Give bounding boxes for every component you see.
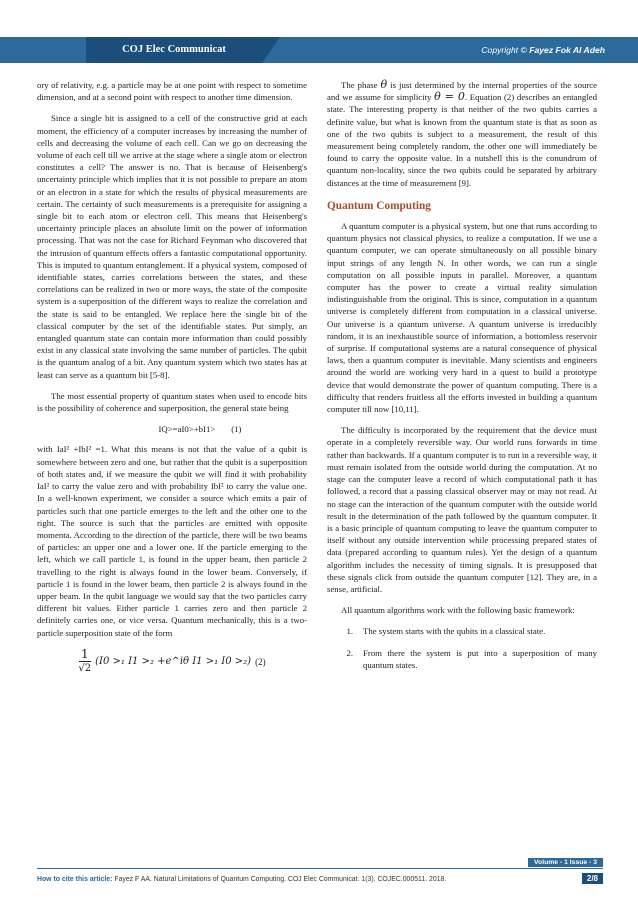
journal-name: COJ Elec Communicat [86, 37, 262, 63]
paragraph [327, 79, 597, 189]
section-heading: Quantum Computing [327, 199, 431, 212]
footer-divider [37, 868, 603, 869]
copyright-notice [481, 37, 605, 63]
paragraph-part: is just determined by the internal properties of the source and we assume for simplicity [327, 80, 598, 103]
equation-1 [37, 423, 307, 435]
list-item [327, 625, 597, 637]
paragraph: The difficulty is incorporated by the requirement that the device must operate in a completely reversible way. Our world runs forwards in time rather than backwards. If a quantum computer is to run in a reversible way, it must remain isolated from the outside world during the computation. At no stage can the computer leave a record of which computational path it has followed, a record that a passing classical observer may or may not read. At no stage can the interaction of the quantum computer with the outside world result in the determination of the path followed by the quantum computer. It is a basic principle of quantum computing to leave the quantum computer to itself without any outside intervention while processing prepared states of data (prepared according to quantum rules). Yet the design of a quantum algorithm includes the necessity of timing signals. It is presupposed that these signals click from outside the quantum computer [12]. They are, in a sense, artificial. [327, 425, 597, 594]
citation [37, 876, 446, 883]
page-number: 2/8 [582, 873, 603, 884]
equation-2-number: (2) [255, 656, 266, 667]
copyright-prefix: Copyright © [481, 45, 527, 55]
citation-text: Fayez F AA. Natural Limitations of Quantum Computing. COJ Elec Communicat. 1(3). COJEC.000511. 2018. [114, 876, 447, 883]
paragraph: Since a single bit is assigned to a cell of the constructive grid at each moment, the efficiency of a computer increases by increasing the number of cells and decreasing the volume of each cell. Can we go on decreasing the volume of each cell till we arrive at the stage where a single atom or electron constitutes a cell? The answer is no. That is because of Heisenberg's uncertainty principle which implies that it is not possible to prepare an atom or an electron in a state for which the results of physical measurements are certain. The certainty of such measurements is a prerequisite for assigning a single bit to each atom or electron cell. This means that Heisenberg's uncertainty principle places an absolute limit on the power of information processing. That was not the case for Richard Feynman who discovered that the intrusion of quantum effects offers a fantastic computational opportunity. This is imputed to quantum entanglement. If a physical system, composed of identifiable states, carries correlations between the states, and these correlations can be realized in two or more ways, the state of the composite system is a superposition of the different ways to realize the correlation and the state is said to be entangled. We replace here the single bit of the classical computer by the set of the identifiable states. Put simply, an entangled quantum state can contain more information than could possibly exist in any classical state involving the same number of particles. The qubit is the quantum analog of a bit. Any quantum system which two states has at least can serve as a quantum bit [5-8]. [37, 113, 307, 380]
equation-2-fraction [78, 648, 91, 676]
list-text: From there the system is put into a superposition of many quantum states. [363, 647, 597, 670]
list-number: 1. [346, 626, 353, 637]
citation-label: How to cite this article: [37, 876, 113, 883]
list-item [327, 647, 597, 671]
fraction-denominator: √2 [78, 662, 92, 674]
paragraph-part: The phase [341, 80, 378, 90]
paragraph: ory of relativity, e.g. a particle may be at one point with respect to sometime dimension, and at a second point with respect to another time dimension. [37, 80, 307, 103]
equation-2 [37, 648, 307, 676]
equation-1-number: (1) [231, 424, 242, 435]
left-column [37, 79, 307, 676]
copyright-author: Fayez Fok Al Adeh [529, 45, 605, 55]
paragraph: All quantum algorithms work with the following basic framework: [341, 605, 575, 616]
equation-1-body: IQ>=aI0>+bI1> [158, 424, 216, 435]
list-number: 2. [346, 647, 353, 658]
paragraph: The most essential property of quantum states when used to encode bits is the possibility of coherence and superposition, the general state being [37, 390, 307, 414]
volume-badge: Volume - 1 Issue - 3 [528, 858, 603, 867]
right-column [327, 79, 597, 680]
paragraph: A quantum computer is a physical system, but one that runs according to quantum physics not classical physics, to realize a computation. If we use a quantum computer, we can operate simultaneously on all possible binary input strings of any length N. In other words, we can run a single computation on all possible inputs in parallel. Moreover, a quantum computer has the power to create a virtual reality simulation indistinguishable from the original. This is since, computation in a quantum universe is completely different from computation in a classical universe. Our universe is a quantum universe. A quantum universe is irreducibly random, it is an inexhaustible source of information, a bottomless reservoir of surprise. If computational systems are a natural consequence of physical laws, then a quantum computer is inevitable. Many scientists and engineers around the world are working very hard in a quest to build a prototype device that would demonstrate the power of quantum computing. There is a difficulty that renders fruitless all the efforts invested in building a quantum computer till now [10,11]. [327, 221, 597, 415]
theta-equation: θ = 0 [434, 90, 465, 104]
equation-2-body: (I0 >₁ I1 >₂ +e^iθ I1 >₁ I0 >₂) [95, 655, 252, 667]
fraction-numerator: 1 [80, 646, 89, 661]
list-text: The system starts with the qubits in a classical state. [363, 626, 546, 637]
theta-symbol: θ [380, 78, 388, 91]
paragraph-part: . Equation (2) describes an entangled state. The interesting property is that neither of the two qubits carries a definite value, but what is known from the quantum state is that as soon as one of the two qubits is subject to a measurement, the result of this measurement being completely random, the other one will immediately be found to carry the opposite value. In a nutshell this is the conundrum of quantum non-locality, since the two qubits could be separated by arbitrary distances at the time of measurement [9]. [327, 92, 597, 188]
paragraph: with IaI² +IbI² =1. What this means is not that the value of a qubit is somewhere between zero and one, but rather that the qubit is a superposition of both states and, if we measure the qubit we will find it with probability IaI² to carry the value zero and with probability IbI² to carry the value one. In a well-known experiment, we consider a source which emits a pair of particles such that one particle emerges to the left and the other one to the right. The source is such that the particles are emitted with opposite momenta. According to the direction of the particle, there will be two beams of particles: an upper one and a lower one. If the particle emerging to the left, which we call particle 1, is found in the upper beam, then particle 2 travelling to the right is always found in the lower beam. Conversely, if particle 1 is found in the lower beam, then particle 2 is always found in the upper beam. In the qubit language we would say that the two particles carry different bit values. Either particle 1 carries zero and then particle 2 definitely carries one, or vice versa. Quantum mechanically, this is a two-particle superposition state of the form [37, 444, 307, 638]
